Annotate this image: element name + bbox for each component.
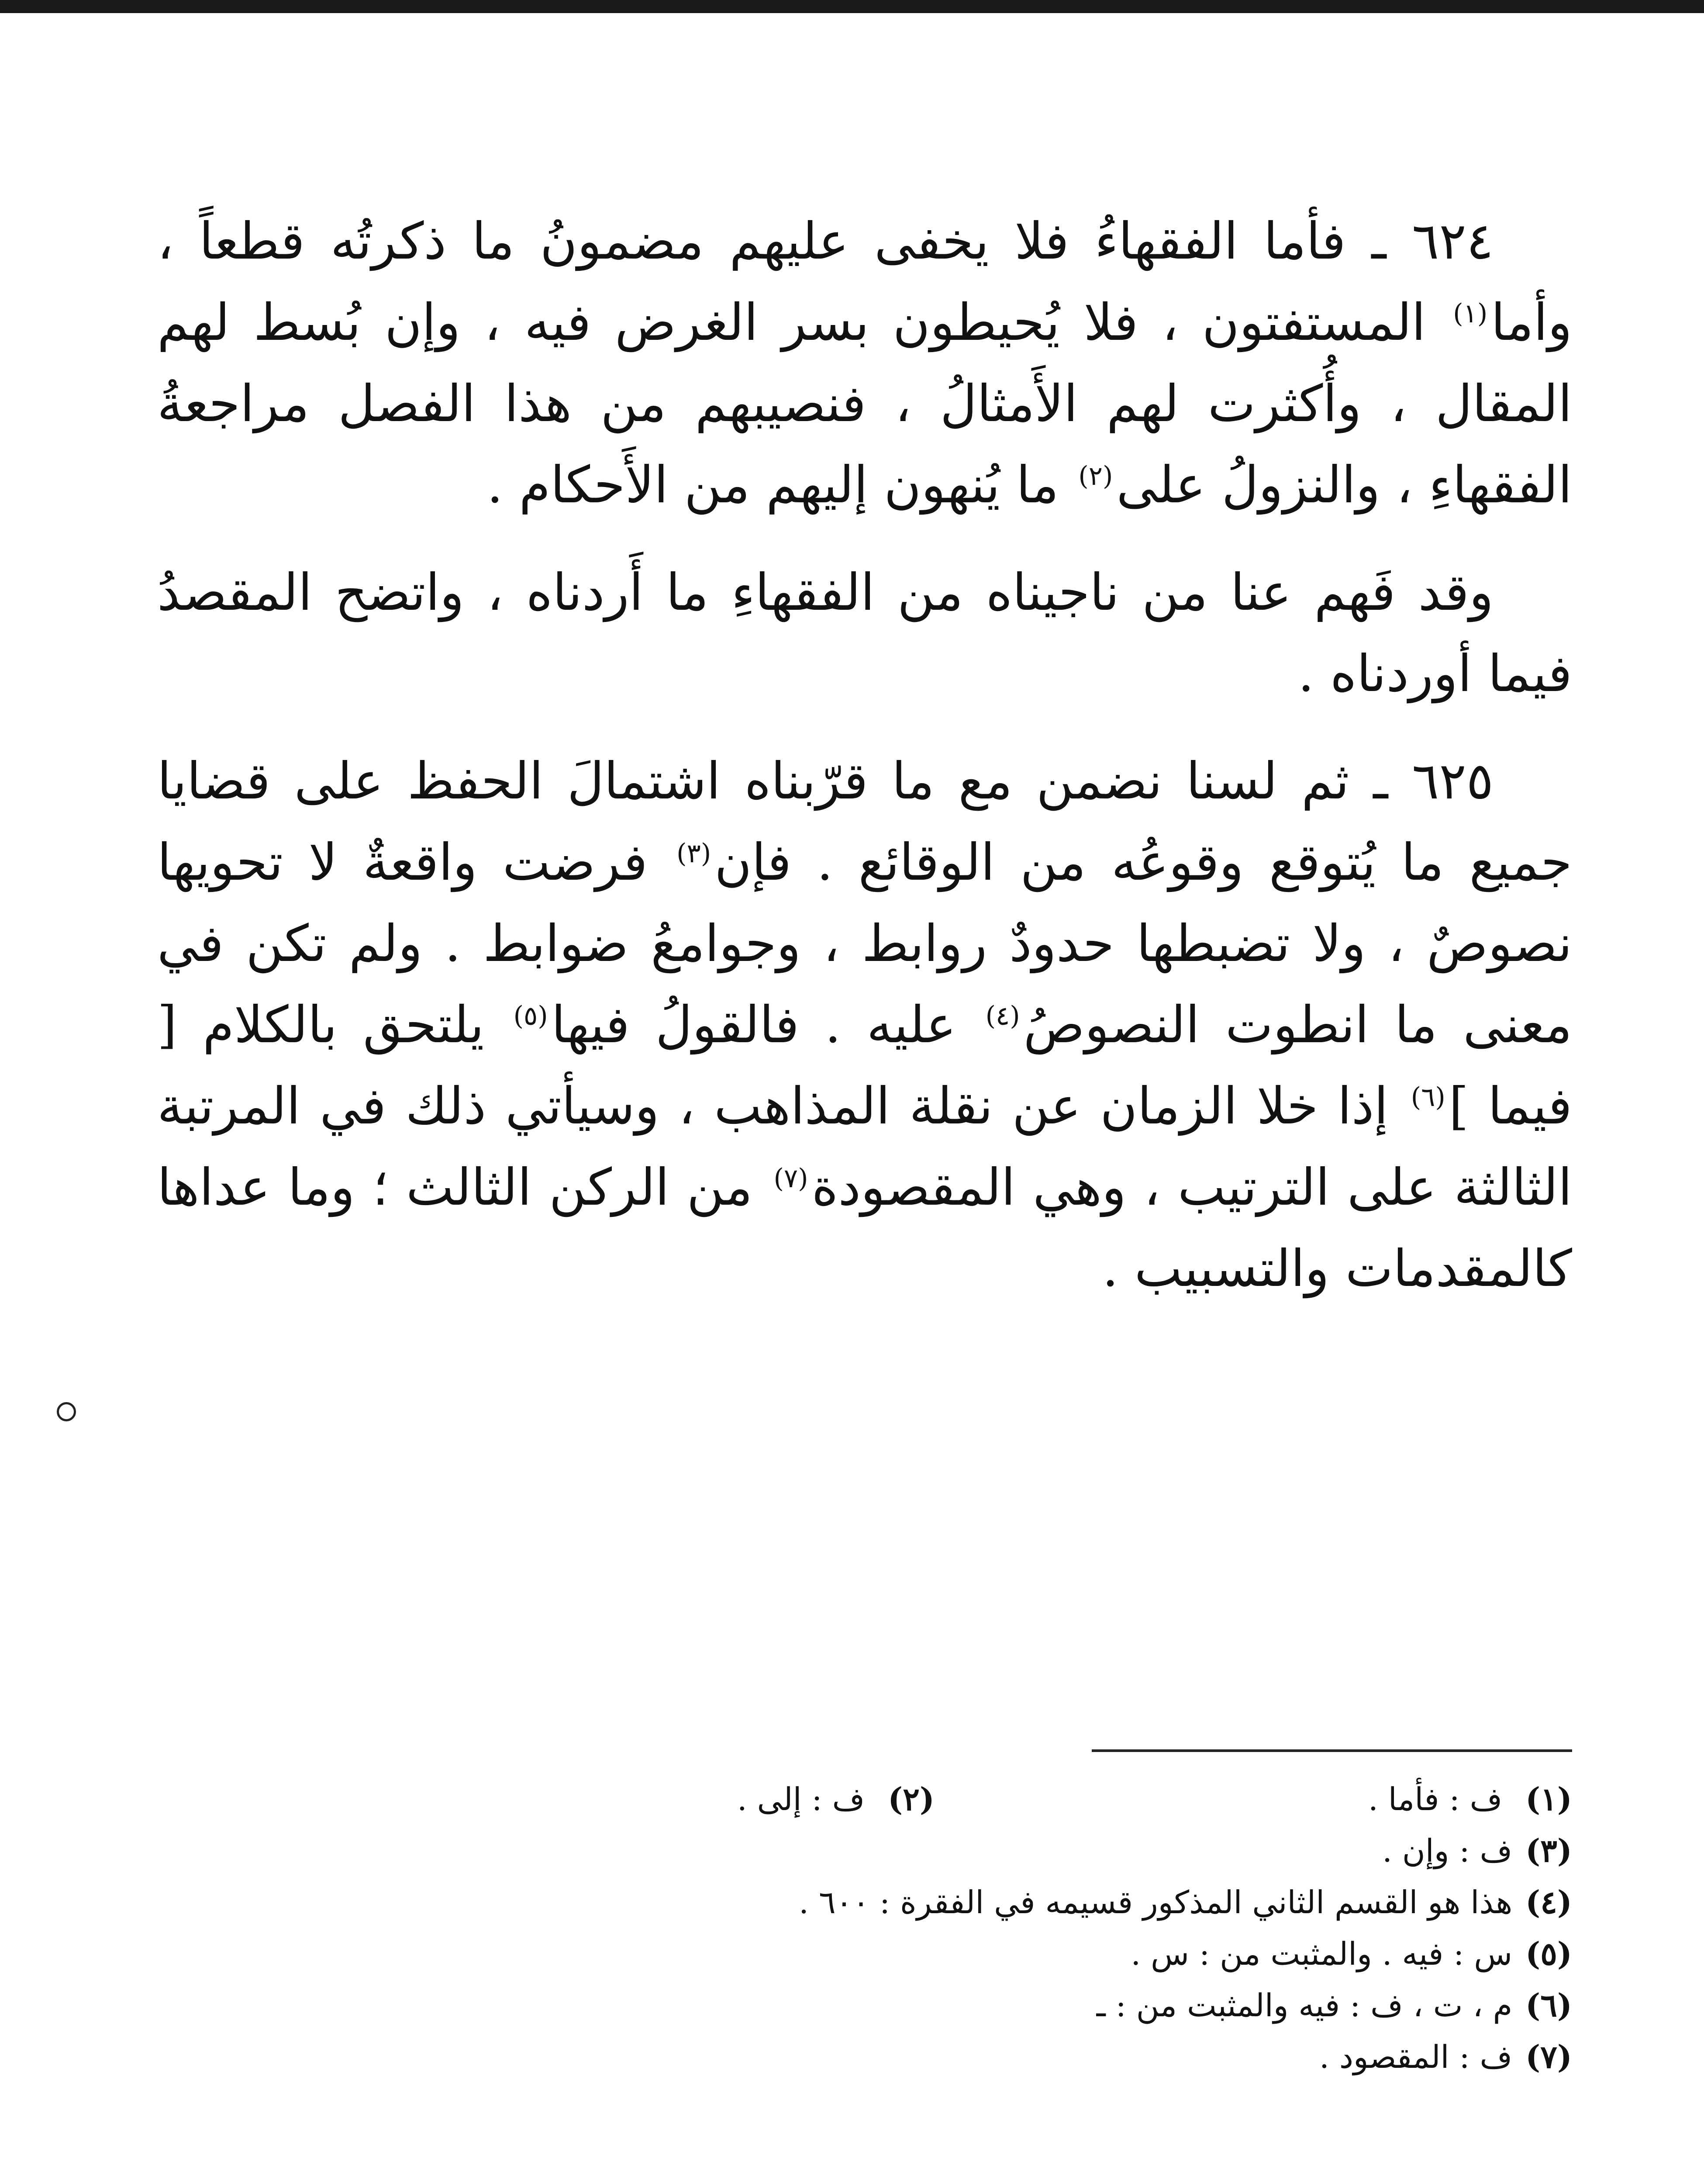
footnote-text: ف : فأما . xyxy=(1368,1781,1503,1818)
text-run: يلتحق بالكلام [ فيما ] xyxy=(157,995,1572,1136)
footnote-number: (٣) xyxy=(1525,1832,1572,1869)
footnote-1 xyxy=(935,1773,1572,1825)
paragraph-624 xyxy=(157,201,1572,526)
footnote-text: ف : وإن . xyxy=(1382,1832,1513,1869)
text-run: المستفتون ، فلا يُحيطون بسر الغرض فيه ، وإن بُسط لهم المقال ، وأُكثرت لهم الأَمثالُ ، فنصيبهم من هذا الفصل مراجعةُ الفقهاءِ ، والنزولُ على xyxy=(157,293,1572,515)
footnote-number: (١) xyxy=(1525,1780,1572,1818)
footnote-separator xyxy=(1092,1749,1572,1752)
text-run: ما يُنهون إليهم من الأَحكام . xyxy=(486,456,1075,515)
margin-circle-mark xyxy=(57,1402,76,1421)
footnote-number: (٢) xyxy=(888,1780,935,1818)
footnote-3 xyxy=(157,1825,1572,1876)
footnote-text: م ، ت ، ف : فيه والمثبت من : ـ xyxy=(1096,1987,1513,2024)
paragraph-625 xyxy=(157,741,1572,1310)
footnote-marker: (٧) xyxy=(773,1163,808,1194)
footnote-number: (٤) xyxy=(1525,1883,1572,1921)
text-run: عليه . فالقولُ فيها xyxy=(551,995,982,1054)
footnote-marker: (١) xyxy=(1453,298,1488,329)
footnote-marker: (٢) xyxy=(1078,461,1113,492)
footnote-text: س : فيه . والمثبت من : س . xyxy=(1131,1935,1513,1972)
footnote-text: ف : إلى . xyxy=(737,1781,865,1818)
text-run: وقد فَهم عنا من ناجيناه من الفقهاءِ ما أَردناه ، واتضح المقصدُ فيما أوردناه . xyxy=(157,563,1572,703)
text-run: من الركن الثالث ؛ وما عداها كالمقدمات والتسبيب . xyxy=(157,1158,1572,1298)
footnote-6 xyxy=(157,1980,1572,2031)
footnote-number: (٥) xyxy=(1525,1935,1572,1972)
footnote-row-1 xyxy=(157,1773,1572,1825)
text-run: فرضت واقعةٌ لا تحويها نصوصٌ ، ولا تضبطها حدودٌ روابط ، وجوامعُ ضوابط . ولم تكن في معنى ما انطوت النصوصُ xyxy=(157,833,1572,1054)
footnotes xyxy=(157,1773,1572,2083)
footnote-marker: (٥) xyxy=(513,1001,548,1032)
footnote-5 xyxy=(157,1928,1572,1980)
footnote-marker: (٦) xyxy=(1411,1082,1445,1113)
paragraph-continuation xyxy=(157,552,1572,715)
footnote-text: ف : المقصود . xyxy=(1319,2039,1513,2075)
footnote-number: (٦) xyxy=(1525,1987,1572,2024)
top-edge-rule xyxy=(0,0,1704,13)
footnote-marker: (٣) xyxy=(676,838,711,869)
footnote-number: (٧) xyxy=(1525,2038,1572,2075)
text-run: إذا خلا الزمان عن نقلة المذاهب ، وسيأتي ذلك في المرتبة الثالثة على الترتيب ، وهي المقصودة xyxy=(157,1077,1572,1217)
footnote-text: هذا هو القسم الثاني المذكور قسيمه في الفقرة : ٦٠٠ . xyxy=(799,1884,1513,1921)
text-run: ٦٢٥ ـ ثم لسنا نضمن مع ما قرّبناه اشتمالَ الحفظ على قضايا جميع ما يُتوقع وقوعُه من الوقائع . فإن xyxy=(157,752,1572,892)
footnote-marker: (٤) xyxy=(985,1001,1020,1032)
footnote-2 xyxy=(737,1773,935,1825)
footnote-4 xyxy=(157,1876,1572,1928)
footnote-7 xyxy=(157,2031,1572,2083)
text-run: ٦٢٤ ـ فأما الفقهاءُ فلا يخفى عليهم مضمونُ ما ذكرتُه قطعاً ، وأما xyxy=(157,212,1572,352)
main-text xyxy=(157,201,1572,1336)
